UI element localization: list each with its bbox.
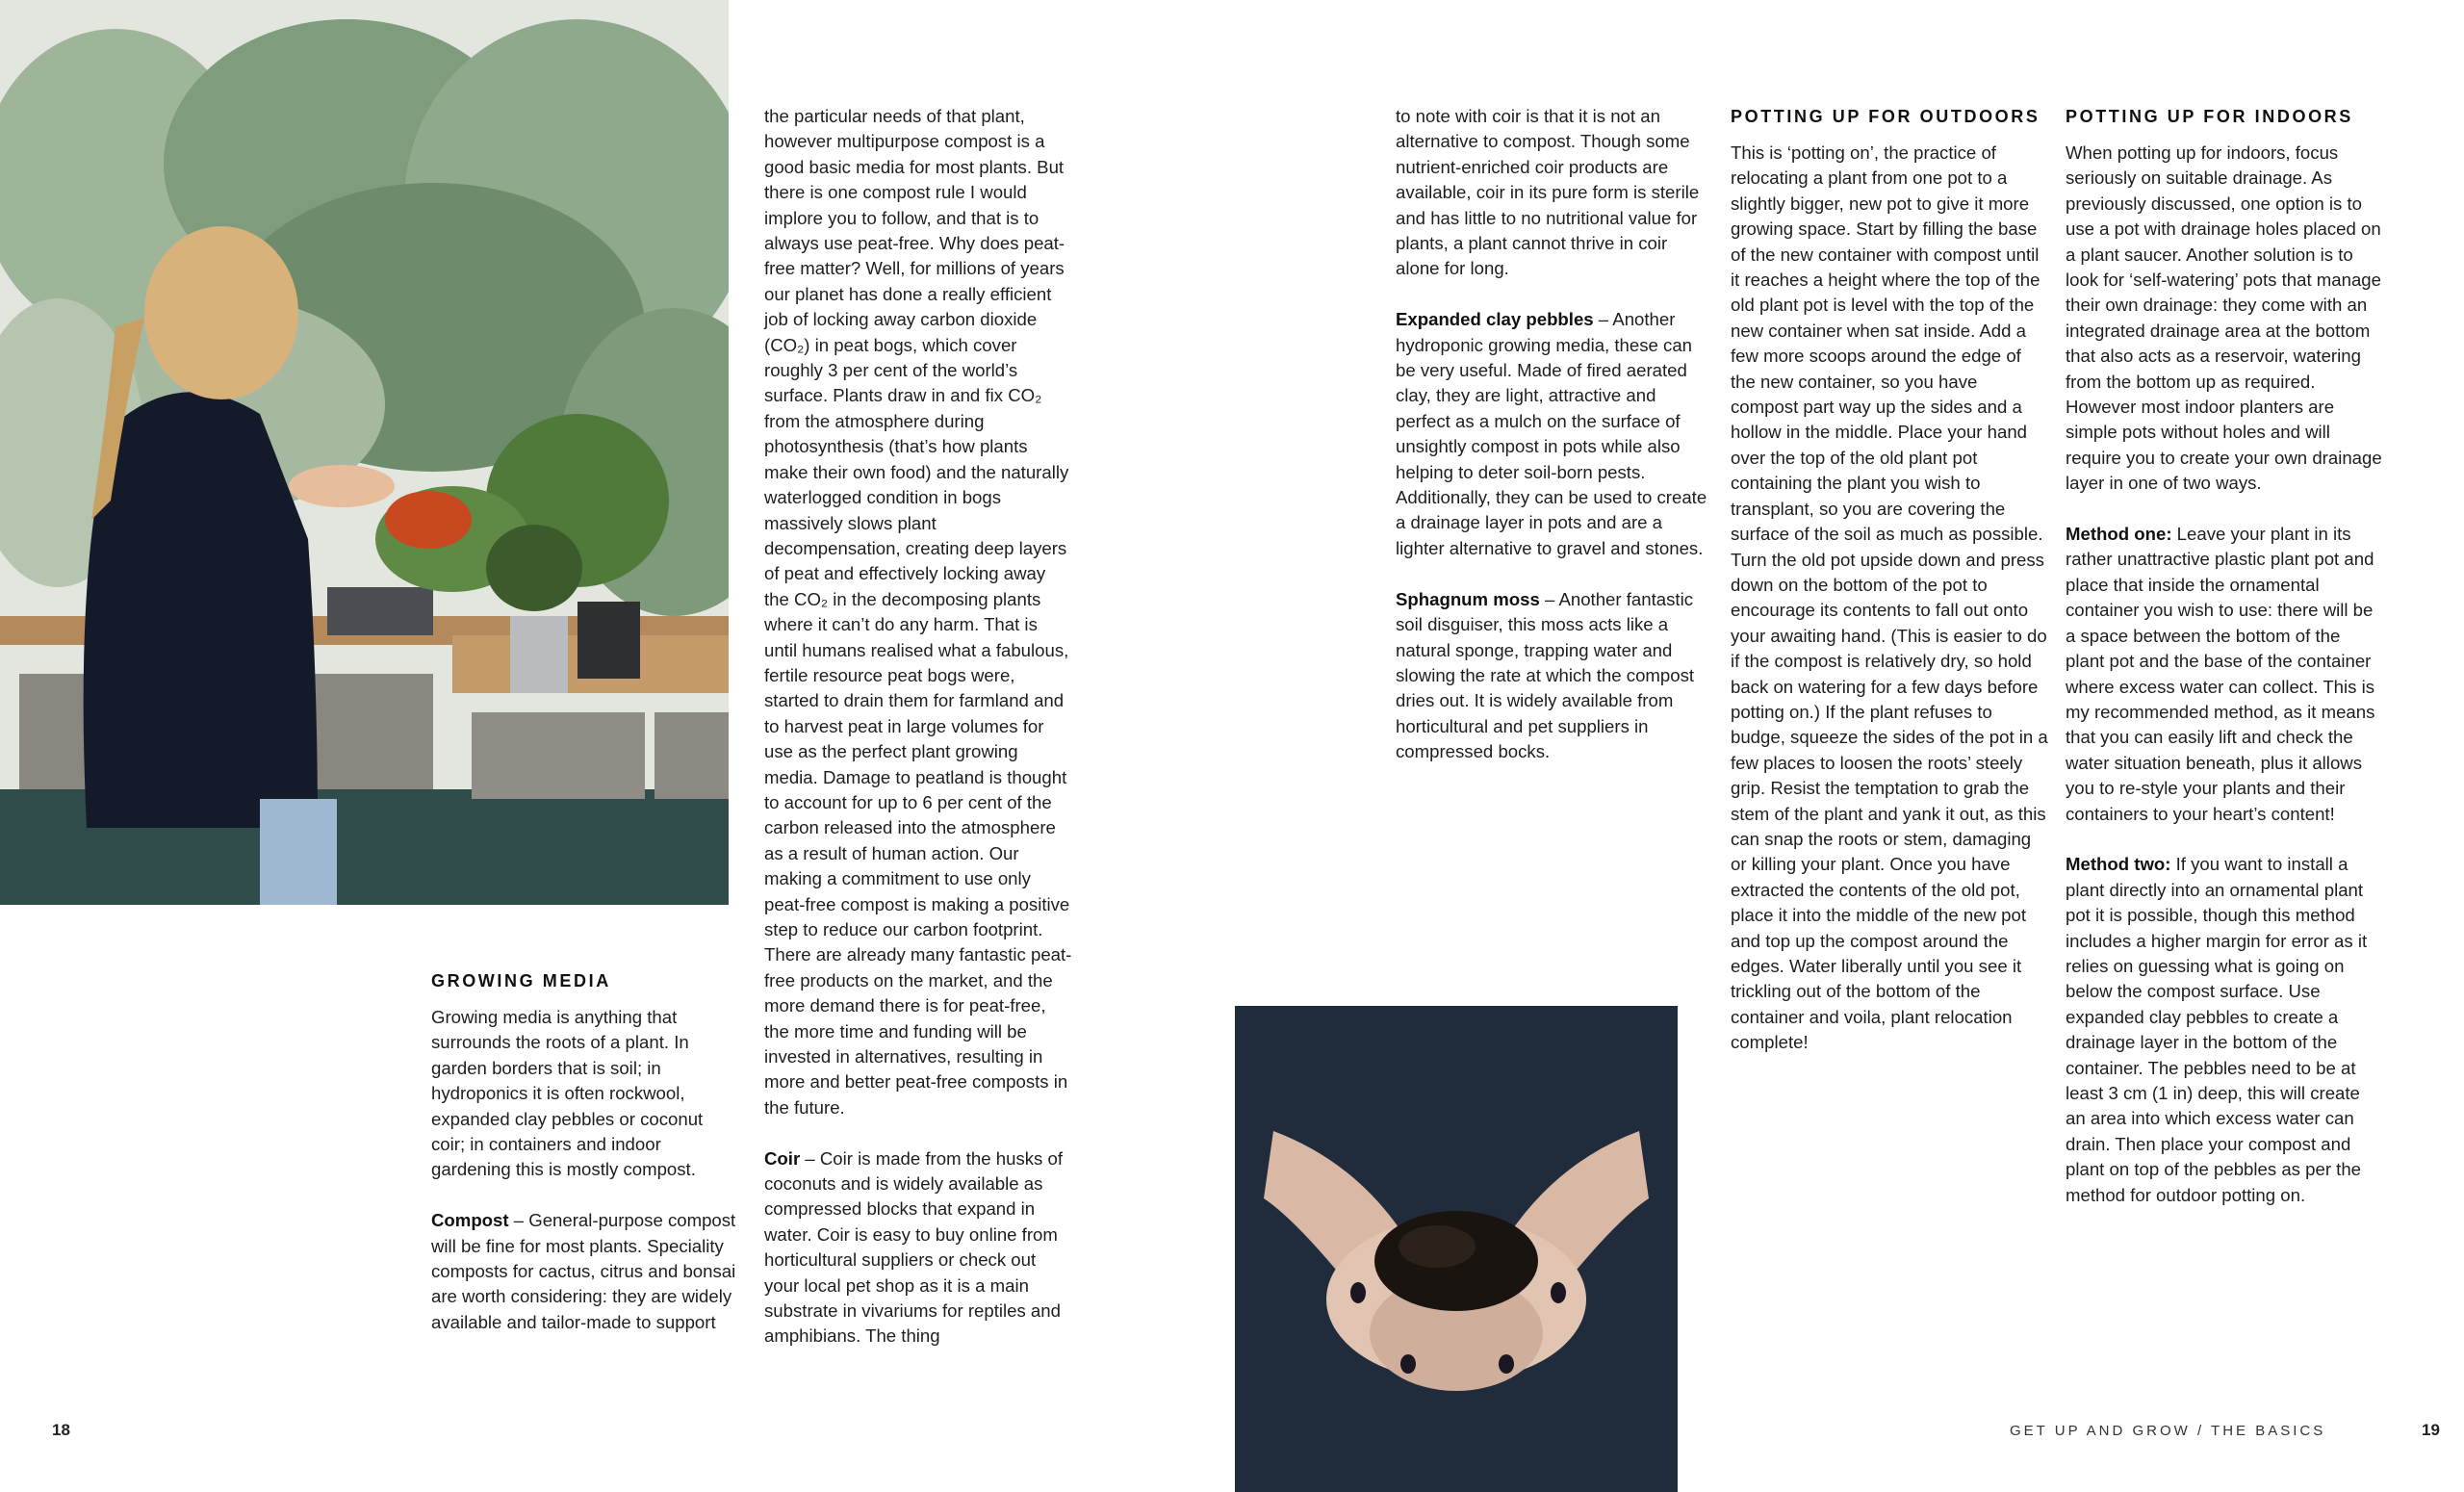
coir-paragraph (764, 1146, 1074, 1350)
method-one-paragraph (2066, 522, 2383, 827)
sphagnum-moss-paragraph (1396, 587, 1713, 765)
sphagnum-moss-term: Sphagnum moss (1396, 588, 1540, 609)
peat-free-paragraph: the particular needs of that plant, however multipurpose compost is a good basic media for most plants. But there is one compost rule I would implore you to follow, and that is to always use peat-free. Why does peat-free matter? Well, for millions of years our planet has done a really efficient job of locking away carbon dioxide (CO₂) in peat bogs, which cover roughly 3 per cent of the world’s surface. Plants draw in and fix CO₂ from the atmosphere during photosynthesis (that’s how plants make their own food) and the naturally waterlogged condition in bogs massively slows plant decompensation, creating deep layers of peat and effectively locking away the CO₂ in the decomposing plants where it can’t do any harm. That is until humans realised what a fabulous, fertile resource peat bogs were, started to drain them for farmland and to harvest peat in large volumes for use as the perfect plant growing media. Damage to peatland is thought to account for up to 6 per cent of the carbon released into the atmosphere as a result of human action. Our making a commitment to use only peat-free compost is making a positive step to reduce our carbon footprint. There are already many fantastic peat-free products on the market, and the more demand there is for peat-free, the more time and funding will be invested in alternatives, resulting in more and better peat-free composts in the future. (764, 106, 1072, 1118)
running-head: GET UP AND GROW / THE BASICS (2010, 1423, 2326, 1439)
heading-potting-outdoors: POTTING UP FOR OUTDOORS (1731, 107, 2040, 126)
growing-media-intro: Growing media is anything that surrounds the roots of a plant. In garden borders that is soil; in hydroponics it is often rockwool, expanded clay pebbles or coconut coir; in containers and indoor gardening this is mostly compost. (431, 1007, 704, 1180)
heading-growing-media: GROWING MEDIA (431, 971, 611, 990)
compost-term: Compost (431, 1210, 509, 1231)
column-peat-free (764, 104, 1074, 1375)
potting-indoors-intro: When potting up for indoors, focus seriously on suitable drainage. As previously discussed, one option is to use a pot with drainage holes placed on a plant saucer. Another solution is to look for ‘self-watering’ pots that manage their own drainage: they come with an integrated drainage area at the bottom that also acts as a reservoir, watering from the bottom up as required. However most indoor planters are simple pots without holes and will require you to create your own drainage layer in one of two ways. (2066, 142, 2382, 494)
coir-term: Coir (764, 1147, 801, 1169)
sphagnum-moss-text: – Another fantastic soil disguiser, this moss acts like a natural sponge, trapping water and slowing the rate at which the compost dries out. It is widely available from horticultural and pet suppliers in compressed bocks. (1396, 588, 1695, 762)
photo-hands-holding-soil (1235, 1006, 1678, 1492)
compost-paragraph (431, 1208, 741, 1335)
page-number-right: 19 (2422, 1421, 2440, 1439)
hands-soil-illustration (1235, 1006, 1678, 1492)
coir-continued-paragraph: to note with coir is that it is not an alternative to compost. Though some nutrient-enriched coir products are available, coir in its pure form is sterile and has little to no nutritional value for plants, a plant cannot thrive in coir alone for long. (1396, 106, 1700, 279)
page-number-left: 18 (52, 1421, 70, 1439)
column-potting-outdoors (1731, 104, 2048, 1081)
column-coir-continued (1396, 104, 1713, 790)
method-two-term: Method two: (2066, 854, 2171, 875)
column-potting-indoors (2066, 104, 2383, 1233)
method-two-text: If you want to install a plant directly into an ornamental plant pot it is possible, though this method includes a higher margin for error as it relies on guessing what is going on below the compost surface. Use expanded clay pebbles to create a drainage layer in the bottom of the container. The pebbles need to be at least 3 cm (1 in) deep, this will create an area into which excess water can drain. Then place your compost and plant on top of the pebbles as per the method for outdoor potting on. (2066, 854, 2368, 1205)
potting-outdoors-text: This is ‘potting on’, the practice of relocating a plant from one pot to a slightly bigger, new pot to give it more growing space. Start by filling the base of the new container with compost until it reaches a height where the top of the old plant pot is level with the top of the new container when sat inside. Add a few more scoops around the edge of the new container, so you have compost part way up the sides and a hollow in the middle. Place your hand over the top of the old plant pot containing the plant you wish to transplant, so you are covering the surface of the soil as much as possible. Turn the old pot upside down and press down on the bottom of the pot to encourage its contents to fall out onto your awaiting hand. (This is easier to do if the compost is relatively dry, so hold back on watering for a few days before potting on.) If the plant refuses to budge, squeeze the sides of the pot in a few places to loosen the roots’ steely grip. Resist the temptation to grab the stem of the plant and yank it out, as this can snap the roots or stem, damaging or killing your plant. Once you have extracted the contents of the old pot, place it into the middle of the new pot and top up the compost around the edges. Water liberally until you see it trickling out of the bottom of the container and voila, plant relocation complete! (1731, 142, 2048, 1053)
clay-pebbles-paragraph (1396, 307, 1713, 561)
clay-pebbles-term: Expanded clay pebbles (1396, 309, 1594, 330)
compost-text: – General-purpose compost will be fine for most plants. Speciality composts for cactus, citrus and bonsai are worth considering: they are widely available and tailor-made to support (431, 1210, 736, 1332)
heading-potting-indoors: POTTING UP FOR INDOORS (2066, 107, 2353, 126)
method-one-term: Method one: (2066, 524, 2172, 545)
coir-text: – Coir is made from the husks of coconuts and is widely available as compressed blocks that expand in water. Coir is easy to buy online from horticultural suppliers or check out your local pet shop as it is a main substrate in vivariums for reptiles and amphibians. The thing (764, 1147, 1064, 1347)
column-growing-media (431, 968, 741, 1361)
photo-woman-potting-plants (0, 0, 729, 905)
woman-plants-illustration (0, 0, 729, 905)
method-one-text: Leave your plant in its rather unattractive plastic plant pot and place that inside the ornamental container you wish to use: there will be a space between the bottom of the plant pot and the base of the container where excess water can collect. This is my recommended method, as it means that you can easily lift and check the water situation beneath, plus it allows you to re-style your plants and their containers to your heart’s content! (2066, 524, 2375, 824)
method-two-paragraph (2066, 852, 2383, 1208)
clay-pebbles-text: – Another hydroponic growing media, these can be very useful. Made of fired aerated clay, they are light, attractive and perfect as a mulch on the surface of unsightly compost in pots while also helping to deter soil-born pests. Additionally, they can be used to create a drainage layer in pots and are a lighter alternative to gravel and stones. (1396, 309, 1707, 558)
